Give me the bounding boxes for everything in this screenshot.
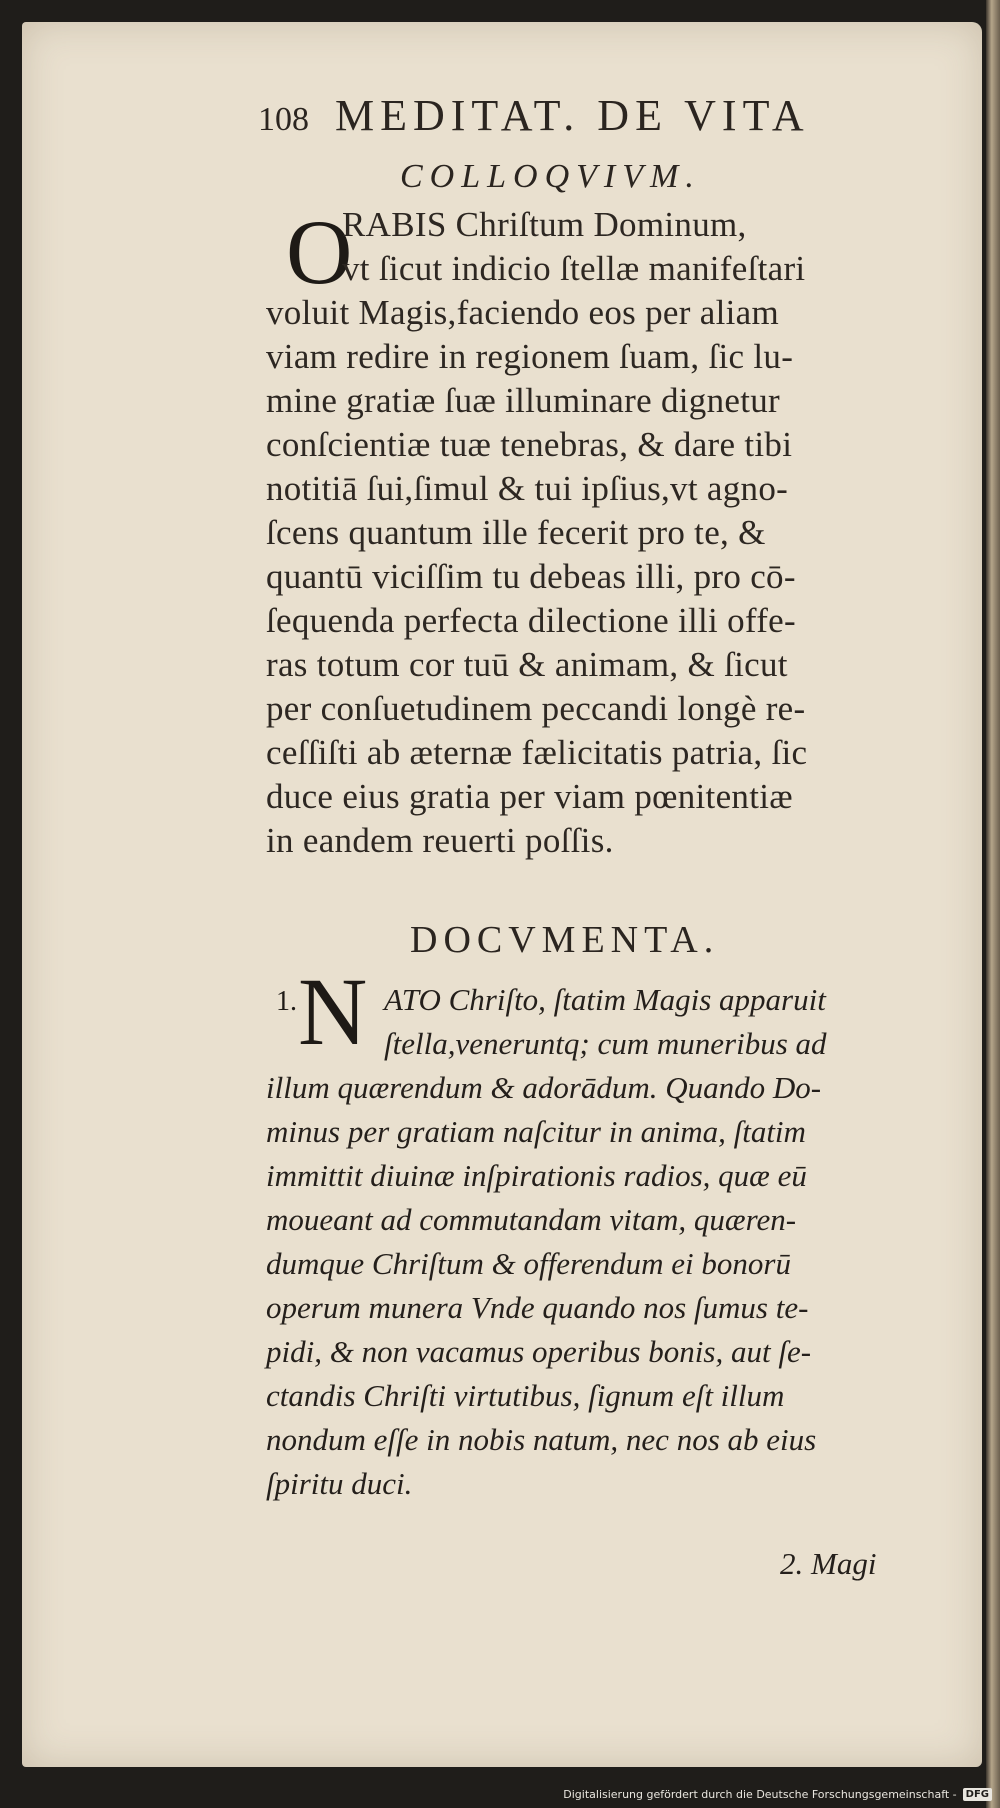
documenta-line: moueant ad commutandam vitam, quæren- <box>266 1202 797 1237</box>
prayer-line: ceſſiſti ab æternæ fælicitatis patria, ſic <box>266 733 808 772</box>
prayer-line: ſcens quantum ille fecerit pro te, & <box>266 513 766 552</box>
drop-cap-initial: N <box>298 958 368 1065</box>
section-title: COLLOQVIVM. <box>400 158 701 195</box>
dfg-logo: DFG <box>963 1788 992 1801</box>
prayer-line: ſequenda perfecta dilectione illi offe- <box>266 601 796 640</box>
drop-cap-initial: O <box>286 201 353 303</box>
prayer-line: mine gratiæ ſuæ illuminare dignetur <box>266 381 781 420</box>
documenta-heading: DOCVMENTA. <box>410 919 720 961</box>
documenta-line: immittit diuinæ inſpirationis radios, quæ eū <box>266 1158 807 1193</box>
documenta-line: ctandis Chriſti virtutibus, ſignum eſt illum <box>266 1378 785 1413</box>
prayer-line: ras totum cor tuū & animam, & ſicut <box>266 645 788 684</box>
documenta-line: minus per gratiam naſcitur in anima, ſtatim <box>266 1114 806 1149</box>
prayer-line: notitiā ſui,ſimul & tui ipſius,vt agno- <box>266 469 789 508</box>
page-number: 108 <box>258 101 309 138</box>
prayer-line: conſcientiæ tuæ tenebras, & dare tibi <box>266 425 793 464</box>
prayer-line: duce eius gratia per viam pœnitentiæ <box>266 777 793 816</box>
documenta-line: illum quærendum & adorādum. Quando Do- <box>266 1070 822 1105</box>
digitization-credit <box>540 1784 1000 1804</box>
documenta-line: ATO Chriſto, ſtatim Magis apparuit <box>384 982 826 1017</box>
prayer-paragraph <box>266 201 948 903</box>
item-number: 1. <box>276 986 297 1017</box>
prayer-line: quantū viciſſim tu debeas illi, pro cō- <box>266 557 796 596</box>
book-edge <box>986 0 1000 1808</box>
documenta-line: ſpiritu duci. <box>266 1466 413 1501</box>
running-title: MEDITAT. DE VITA <box>335 91 810 140</box>
documenta-line: operum munera Vnde quando nos ſumus te- <box>266 1290 809 1325</box>
documenta-line: dumque Chriſtum & offerendum ei bonorū <box>266 1246 791 1281</box>
documenta-line: pidi, & non vacamus operibus bonis, aut ſe- <box>266 1334 812 1369</box>
documenta-line: ſtella,veneruntq; cum muneribus ad <box>384 1026 827 1061</box>
prayer-line: viam redire in regionem ſuam, ſic lu- <box>266 337 794 376</box>
running-head <box>258 90 898 146</box>
prayer-line: RABIS Chriſtum Dominum, <box>342 205 747 244</box>
credit-text: Digitalisierung gefördert durch die Deutsche Forschungsgemeinschaft - <box>563 1787 957 1801</box>
prayer-line: vt ſicut indicio ſtellæ manifeſtari <box>342 249 806 288</box>
documenta-line: nondum eſſe in nobis natum, nec nos ab eius <box>266 1422 817 1457</box>
prayer-line: voluit Magis,faciendo eos per aliam <box>266 293 779 332</box>
catchword: 2. Magi <box>780 1546 877 1581</box>
prayer-line: in eandem reuerti poſſis. <box>266 821 614 860</box>
prayer-line: per conſuetudinem peccandi longè re- <box>266 689 806 728</box>
